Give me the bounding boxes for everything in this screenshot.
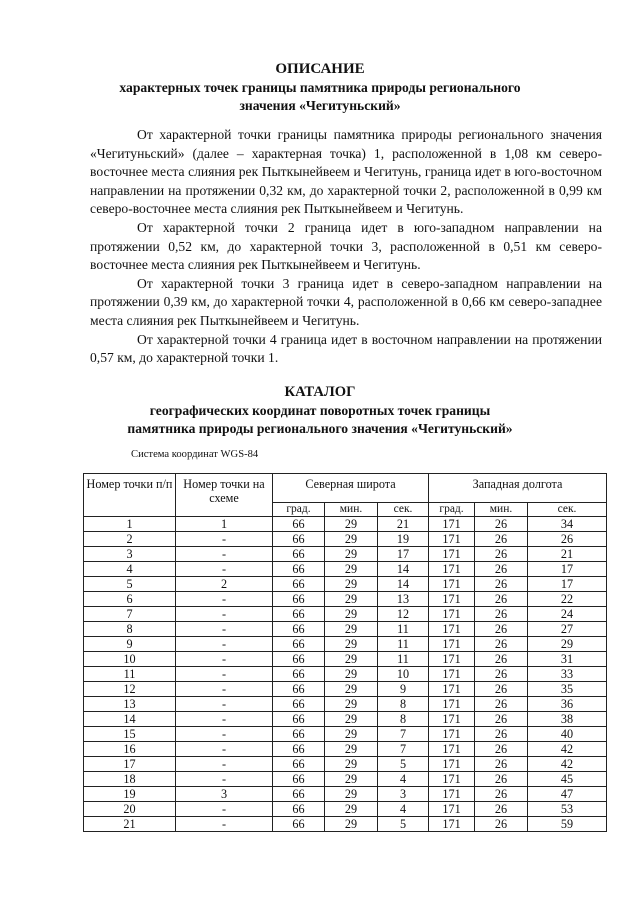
cell-lat-sec: 19 — [378, 532, 429, 547]
cell-lon-sec: 17 — [528, 562, 607, 577]
cell-lat-deg: 66 — [273, 742, 325, 757]
cell-point-number: 3 — [84, 547, 176, 562]
cell-point-number: 19 — [84, 787, 176, 802]
cell-point-number: 17 — [84, 757, 176, 772]
cell-lon-sec: 33 — [528, 667, 607, 682]
cell-scheme-number: - — [176, 682, 273, 697]
cell-point-number: 9 — [84, 637, 176, 652]
cell-lon-deg: 171 — [429, 517, 475, 532]
header-unit-min: мин. — [475, 503, 528, 517]
table-row — [84, 727, 607, 742]
cell-lat-deg: 66 — [273, 547, 325, 562]
cell-lon-min: 26 — [475, 517, 528, 532]
cell-lat-min: 29 — [325, 712, 378, 727]
cell-scheme-number: - — [176, 817, 273, 832]
cell-point-number: 12 — [84, 682, 176, 697]
cell-lon-sec: 38 — [528, 712, 607, 727]
cell-lon-min: 26 — [475, 742, 528, 757]
catalog-title: КАТАЛОГ — [284, 384, 356, 400]
cell-lat-min: 29 — [325, 622, 378, 637]
cell-lat-sec: 8 — [378, 697, 429, 712]
cell-lat-deg: 66 — [273, 517, 325, 532]
cell-lon-sec: 31 — [528, 652, 607, 667]
cell-lat-min: 29 — [325, 532, 378, 547]
cell-lat-sec: 9 — [378, 682, 429, 697]
cell-lat-sec: 11 — [378, 637, 429, 652]
header-north-latitude: Северная широта — [273, 474, 429, 503]
coordinates-table — [83, 473, 607, 832]
cell-lon-deg: 171 — [429, 712, 475, 727]
cell-lon-min: 26 — [475, 787, 528, 802]
cell-point-number: 8 — [84, 622, 176, 637]
cell-scheme-number: - — [176, 532, 273, 547]
cell-point-number: 6 — [84, 592, 176, 607]
table-row — [84, 757, 607, 772]
cell-lon-min: 26 — [475, 622, 528, 637]
cell-lon-min: 26 — [475, 727, 528, 742]
cell-lat-min: 29 — [325, 757, 378, 772]
cell-lat-deg: 66 — [273, 712, 325, 727]
cell-point-number: 16 — [84, 742, 176, 757]
cell-lon-deg: 171 — [429, 592, 475, 607]
cell-lat-sec: 4 — [378, 772, 429, 787]
cell-lon-min: 26 — [475, 532, 528, 547]
cell-scheme-number: - — [176, 637, 273, 652]
header-scheme-number: Номер точки на схеме — [176, 474, 273, 517]
cell-lon-deg: 171 — [429, 607, 475, 622]
cell-lat-min: 29 — [325, 607, 378, 622]
table-row — [84, 607, 607, 622]
cell-lon-sec: 53 — [528, 802, 607, 817]
cell-lat-min: 29 — [325, 682, 378, 697]
cell-lon-sec: 29 — [528, 637, 607, 652]
cell-point-number: 13 — [84, 697, 176, 712]
cell-lon-deg: 171 — [429, 697, 475, 712]
cell-lat-min: 29 — [325, 637, 378, 652]
table-row — [84, 622, 607, 637]
cell-lat-sec: 21 — [378, 517, 429, 532]
cell-lon-deg: 171 — [429, 652, 475, 667]
cell-lon-deg: 171 — [429, 622, 475, 637]
cell-lon-min: 26 — [475, 607, 528, 622]
table-row — [84, 682, 607, 697]
cell-lat-deg: 66 — [273, 652, 325, 667]
cell-lon-sec: 42 — [528, 742, 607, 757]
cell-scheme-number: - — [176, 697, 273, 712]
document-subtitle — [0, 79, 640, 115]
cell-scheme-number: - — [176, 547, 273, 562]
cell-lat-min: 29 — [325, 727, 378, 742]
cell-lat-min: 29 — [325, 517, 378, 532]
cell-lat-deg: 66 — [273, 562, 325, 577]
cell-lat-min: 29 — [325, 592, 378, 607]
cell-scheme-number: - — [176, 772, 273, 787]
cell-lon-min: 26 — [475, 652, 528, 667]
cell-scheme-number: - — [176, 607, 273, 622]
document-title: ОПИСАНИЕ — [275, 61, 365, 77]
cell-lat-sec: 14 — [378, 577, 429, 592]
cell-lon-min: 26 — [475, 817, 528, 832]
cell-lat-min: 29 — [325, 742, 378, 757]
paragraph-2: От характерной точки 2 граница идет в юго-западном направлении на протяжении 0,52 км, до характерной точки 3, расположенной в 0,51 км северо-восточнее места слияния рек Пыткынейвеем и Чегитунь. — [90, 219, 602, 273]
paragraph-1: От характерной точки границы памятника природы регионального значения «Чегитуньский» (далее – характерная точка) 1, расположенной в 1,08 км северо-восточнее места слияния рек Пыткынейвеем и Чегитунь, граница идет в юго-восточном направлении на протяжении 0,32 км, до характерной точки 2, расположенной в 0,99 км северо-восточнее места слияния рек Пыткынейвеем и Чегитунь. — [90, 127, 602, 217]
cell-lon-deg: 171 — [429, 817, 475, 832]
document-subtitle-line1: характерных точек границы памятника природы регионального — [119, 80, 521, 95]
cell-point-number: 10 — [84, 652, 176, 667]
cell-lat-deg: 66 — [273, 622, 325, 637]
cell-lat-sec: 3 — [378, 787, 429, 802]
cell-lon-sec: 27 — [528, 622, 607, 637]
cell-lat-min: 29 — [325, 667, 378, 682]
cell-scheme-number: - — [176, 802, 273, 817]
cell-lat-deg: 66 — [273, 787, 325, 802]
cell-lat-sec: 4 — [378, 802, 429, 817]
cell-point-number: 18 — [84, 772, 176, 787]
cell-lat-sec: 7 — [378, 742, 429, 757]
cell-scheme-number: 3 — [176, 787, 273, 802]
cell-point-number: 15 — [84, 727, 176, 742]
table-row — [84, 742, 607, 757]
cell-scheme-number: 2 — [176, 577, 273, 592]
cell-lon-min: 26 — [475, 697, 528, 712]
cell-lat-sec: 14 — [378, 562, 429, 577]
cell-lon-deg: 171 — [429, 742, 475, 757]
table-row — [84, 772, 607, 787]
cell-lon-min: 26 — [475, 667, 528, 682]
cell-lat-deg: 66 — [273, 577, 325, 592]
cell-lon-deg: 171 — [429, 532, 475, 547]
cell-lat-sec: 5 — [378, 757, 429, 772]
table-row — [84, 547, 607, 562]
header-west-longitude: Западная долгота — [429, 474, 607, 503]
document-subtitle-line2: значения «Чегитуньский» — [239, 98, 401, 113]
table-row — [84, 697, 607, 712]
cell-lat-min: 29 — [325, 802, 378, 817]
cell-lat-deg: 66 — [273, 607, 325, 622]
cell-point-number: 2 — [84, 532, 176, 547]
cell-scheme-number: - — [176, 562, 273, 577]
cell-lon-deg: 171 — [429, 577, 475, 592]
cell-lon-sec: 40 — [528, 727, 607, 742]
table-row — [84, 577, 607, 592]
cell-lon-deg: 171 — [429, 757, 475, 772]
table-row — [84, 712, 607, 727]
cell-lon-min: 26 — [475, 772, 528, 787]
cell-lat-min: 29 — [325, 772, 378, 787]
cell-lon-sec: 24 — [528, 607, 607, 622]
description-text — [90, 126, 602, 368]
cell-lat-deg: 66 — [273, 772, 325, 787]
cell-lon-min: 26 — [475, 682, 528, 697]
cell-lat-sec: 13 — [378, 592, 429, 607]
cell-lat-deg: 66 — [273, 757, 325, 772]
cell-scheme-number: - — [176, 667, 273, 682]
table-row — [84, 652, 607, 667]
cell-lon-min: 26 — [475, 802, 528, 817]
cell-lon-min: 26 — [475, 547, 528, 562]
cell-lon-deg: 171 — [429, 727, 475, 742]
cell-point-number: 7 — [84, 607, 176, 622]
header-unit-sec: сек. — [378, 503, 429, 517]
cell-lat-min: 29 — [325, 787, 378, 802]
cell-point-number: 20 — [84, 802, 176, 817]
cell-lon-deg: 171 — [429, 787, 475, 802]
cell-lat-deg: 66 — [273, 592, 325, 607]
cell-scheme-number: - — [176, 727, 273, 742]
cell-scheme-number: - — [176, 757, 273, 772]
table-row — [84, 637, 607, 652]
catalog-subtitle-line1: географических координат поворотных точек границы — [149, 403, 491, 418]
header-unit-deg: град. — [429, 503, 475, 517]
cell-lat-deg: 66 — [273, 637, 325, 652]
cell-lon-min: 26 — [475, 592, 528, 607]
cell-lat-min: 29 — [325, 547, 378, 562]
cell-lon-sec: 59 — [528, 817, 607, 832]
cell-scheme-number: - — [176, 742, 273, 757]
cell-lat-min: 29 — [325, 697, 378, 712]
cell-point-number: 11 — [84, 667, 176, 682]
table-row — [84, 532, 607, 547]
cell-lon-deg: 171 — [429, 667, 475, 682]
table-body — [84, 517, 607, 832]
cell-point-number: 4 — [84, 562, 176, 577]
cell-lat-deg: 66 — [273, 817, 325, 832]
cell-scheme-number: - — [176, 592, 273, 607]
cell-lon-deg: 171 — [429, 562, 475, 577]
catalog-subtitle-line2: памятника природы регионального значения «Чегитуньский» — [127, 421, 513, 436]
cell-lat-sec: 7 — [378, 727, 429, 742]
table-row — [84, 562, 607, 577]
cell-lon-deg: 171 — [429, 682, 475, 697]
cell-lon-sec: 22 — [528, 592, 607, 607]
cell-lon-sec: 34 — [528, 517, 607, 532]
cell-lat-sec: 12 — [378, 607, 429, 622]
cell-lat-deg: 66 — [273, 682, 325, 697]
cell-scheme-number: - — [176, 652, 273, 667]
cell-scheme-number: 1 — [176, 517, 273, 532]
cell-lat-deg: 66 — [273, 727, 325, 742]
cell-lat-min: 29 — [325, 817, 378, 832]
cell-lat-sec: 8 — [378, 712, 429, 727]
table-row — [84, 667, 607, 682]
cell-lon-deg: 171 — [429, 802, 475, 817]
table-row — [84, 817, 607, 832]
cell-lon-sec: 17 — [528, 577, 607, 592]
cell-lat-deg: 66 — [273, 802, 325, 817]
cell-lon-min: 26 — [475, 757, 528, 772]
cell-lat-sec: 11 — [378, 622, 429, 637]
cell-lat-deg: 66 — [273, 532, 325, 547]
cell-point-number: 5 — [84, 577, 176, 592]
cell-point-number: 1 — [84, 517, 176, 532]
table-row — [84, 592, 607, 607]
cell-lon-deg: 171 — [429, 547, 475, 562]
cell-lat-sec: 10 — [378, 667, 429, 682]
coordinate-system-label: Система координат WGS-84 — [131, 449, 259, 460]
cell-scheme-number: - — [176, 712, 273, 727]
header-unit-min: мин. — [325, 503, 378, 517]
cell-lat-min: 29 — [325, 577, 378, 592]
cell-lon-deg: 171 — [429, 637, 475, 652]
cell-lon-min: 26 — [475, 577, 528, 592]
cell-lon-min: 26 — [475, 712, 528, 727]
cell-lon-deg: 171 — [429, 772, 475, 787]
header-unit-sec: сек. — [528, 503, 607, 517]
table-row — [84, 787, 607, 802]
header-unit-deg: град. — [273, 503, 325, 517]
table-row — [84, 802, 607, 817]
cell-lon-sec: 42 — [528, 757, 607, 772]
cell-lon-min: 26 — [475, 562, 528, 577]
cell-lon-sec: 26 — [528, 532, 607, 547]
cell-lat-min: 29 — [325, 562, 378, 577]
cell-lon-min: 26 — [475, 637, 528, 652]
cell-lon-sec: 45 — [528, 772, 607, 787]
cell-lat-sec: 11 — [378, 652, 429, 667]
catalog-subtitle — [0, 402, 640, 438]
paragraph-3: От характерной точки 3 граница идет в северо-западном направлении на протяжении 0,39 км, до характерной точки 4, расположенной в 0,66 км северо-западнее места слияния рек Пыткынейвеем и Чегитунь. — [90, 275, 602, 328]
header-point-number: Номер точки п/п — [84, 474, 176, 517]
cell-lat-deg: 66 — [273, 667, 325, 682]
cell-point-number: 14 — [84, 712, 176, 727]
cell-lat-min: 29 — [325, 652, 378, 667]
cell-scheme-number: - — [176, 622, 273, 637]
cell-lon-sec: 47 — [528, 787, 607, 802]
cell-point-number: 21 — [84, 817, 176, 832]
cell-lon-sec: 36 — [528, 697, 607, 712]
paragraph-4: От характерной точки 4 граница идет в восточном направлении на протяжении 0,57 км, до характерной точки 1. — [90, 331, 602, 366]
cell-lon-sec: 35 — [528, 682, 607, 697]
table-row — [84, 517, 607, 532]
cell-lon-sec: 21 — [528, 547, 607, 562]
cell-lat-sec: 5 — [378, 817, 429, 832]
cell-lat-sec: 17 — [378, 547, 429, 562]
cell-lat-deg: 66 — [273, 697, 325, 712]
